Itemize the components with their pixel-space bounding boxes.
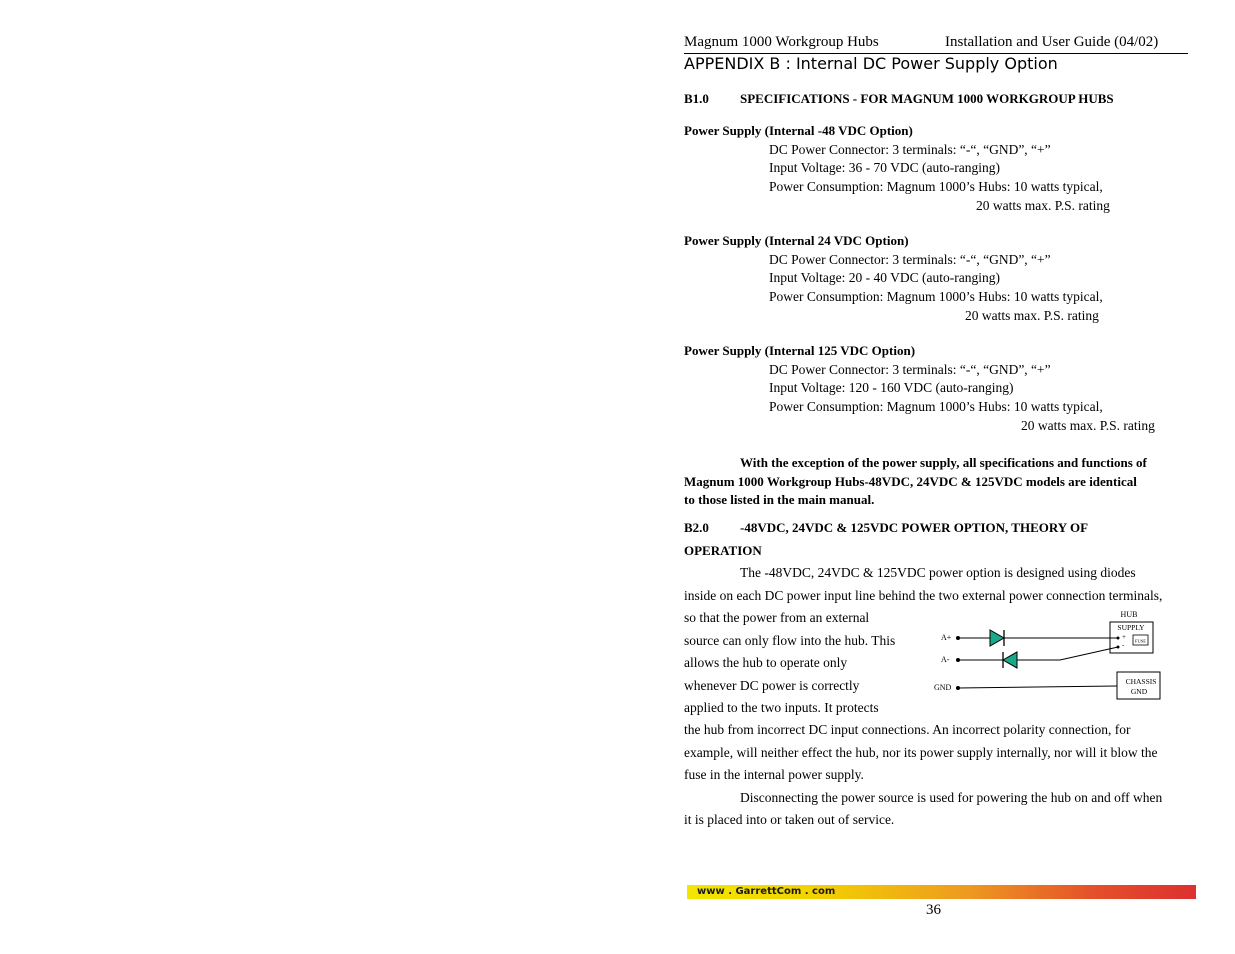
- appendix-title: APPENDIX B : Internal DC Power Supply Option: [684, 54, 1058, 73]
- theory-line: Disconnecting the power source is used for powering the hub on and off when: [740, 790, 1163, 805]
- supply-voltage: Input Voltage: 120 - 160 VDC (auto-ranging): [769, 380, 1014, 395]
- a-minus-wire-diagonal: [1060, 647, 1118, 660]
- theory-line: the hub from incorrect DC input connections. An incorrect polarity connection, for: [684, 722, 1131, 737]
- supply-rating: 20 watts max. P.S. rating: [965, 308, 1099, 323]
- footer-website: www . GarrettCom . com: [697, 886, 836, 897]
- supply-title: Power Supply (Internal 125 VDC Option): [684, 343, 916, 358]
- theory-line: example, will neither effect the hub, nor its power supply internally, nor will it blow the: [684, 745, 1158, 760]
- supply-consumption: Power Consumption: Magnum 1000’s Hubs: 10 watts typical,: [769, 399, 1103, 414]
- section-heading-b2: -48VDC, 24VDC & 125VDC POWER OPTION, THEORY OF: [740, 520, 1089, 535]
- supply-plus-label: +: [1122, 633, 1126, 641]
- chassis-gnd-label: GND: [1130, 687, 1148, 696]
- exception-line-1: With the exception of the power supply, all specifications and functions of: [740, 455, 1147, 470]
- theory-line: it is placed into or taken out of service.: [684, 812, 895, 827]
- supply-connector: DC Power Connector: 3 terminals: “-“, “GND”, “+”: [769, 362, 1051, 377]
- exception-line-2: Magnum 1000 Workgroup Hubs-48VDC, 24VDC & 125VDC models are identical: [684, 474, 1137, 489]
- section-number-b2: B2.0: [684, 520, 709, 535]
- a-minus-label: A-: [941, 655, 950, 664]
- chassis-label: CHASSIS: [1125, 677, 1157, 686]
- supply-rating: 20 watts max. P.S. rating: [976, 198, 1110, 213]
- theory-line: whenever DC power is correctly: [684, 678, 860, 693]
- theory-line: source can only flow into the hub. This: [684, 633, 896, 648]
- supply-consumption: Power Consumption: Magnum 1000’s Hubs: 10 watts typical,: [769, 179, 1103, 194]
- gnd-label: GND: [934, 683, 952, 692]
- exception-line-3: to those listed in the main manual.: [684, 492, 875, 507]
- theory-line: The -48VDC, 24VDC & 125VDC power option is designed using diodes: [740, 565, 1136, 580]
- supply-rating: 20 watts max. P.S. rating: [1021, 418, 1155, 433]
- running-header-right: Installation and User Guide (04/02): [945, 34, 1159, 50]
- a-plus-label: A+: [941, 633, 952, 642]
- section-number-b1: B1.0: [684, 91, 709, 106]
- theory-line: fuse in the internal power supply.: [684, 767, 864, 782]
- page-number: 36: [926, 902, 941, 918]
- supply-voltage: Input Voltage: 20 - 40 VDC (auto-ranging): [769, 270, 1000, 285]
- theory-line: allows the hub to operate only: [684, 655, 848, 670]
- diode-a-minus-icon: [1003, 652, 1017, 668]
- diode-a-plus-icon: [990, 630, 1004, 646]
- theory-line: inside on each DC power input line behind the two external power connection terminals,: [684, 588, 1163, 603]
- supply-connector: DC Power Connector: 3 terminals: “-“, “GND”, “+”: [769, 142, 1051, 157]
- section-heading-b2-cont: OPERATION: [684, 543, 762, 558]
- supply-title: Power Supply (Internal -48 VDC Option): [684, 123, 913, 138]
- fuse-label: FUSE: [1134, 638, 1147, 644]
- supply-title: Power Supply (Internal 24 VDC Option): [684, 233, 909, 248]
- footer-color-bar: [687, 885, 1196, 899]
- diode-circuit-diagram: [925, 605, 1170, 705]
- section-heading-b1: SPECIFICATIONS - FOR MAGNUM 1000 WORKGROUP HUBS: [740, 91, 1114, 106]
- theory-line: so that the power from an external: [684, 610, 870, 625]
- supply-voltage: Input Voltage: 36 - 70 VDC (auto-ranging): [769, 160, 1000, 175]
- theory-line: applied to the two inputs. It protects: [684, 700, 879, 715]
- supply-consumption: Power Consumption: Magnum 1000’s Hubs: 10 watts typical,: [769, 289, 1103, 304]
- supply-minus-label: -: [1122, 641, 1125, 649]
- supply-label: SUPPLY: [1117, 623, 1145, 632]
- running-header-left: Magnum 1000 Workgroup Hubs: [684, 34, 879, 50]
- gnd-wire: [958, 686, 1117, 688]
- supply-connector: DC Power Connector: 3 terminals: “-“, “GND”, “+”: [769, 252, 1051, 267]
- hub-label: HUB: [1120, 610, 1138, 619]
